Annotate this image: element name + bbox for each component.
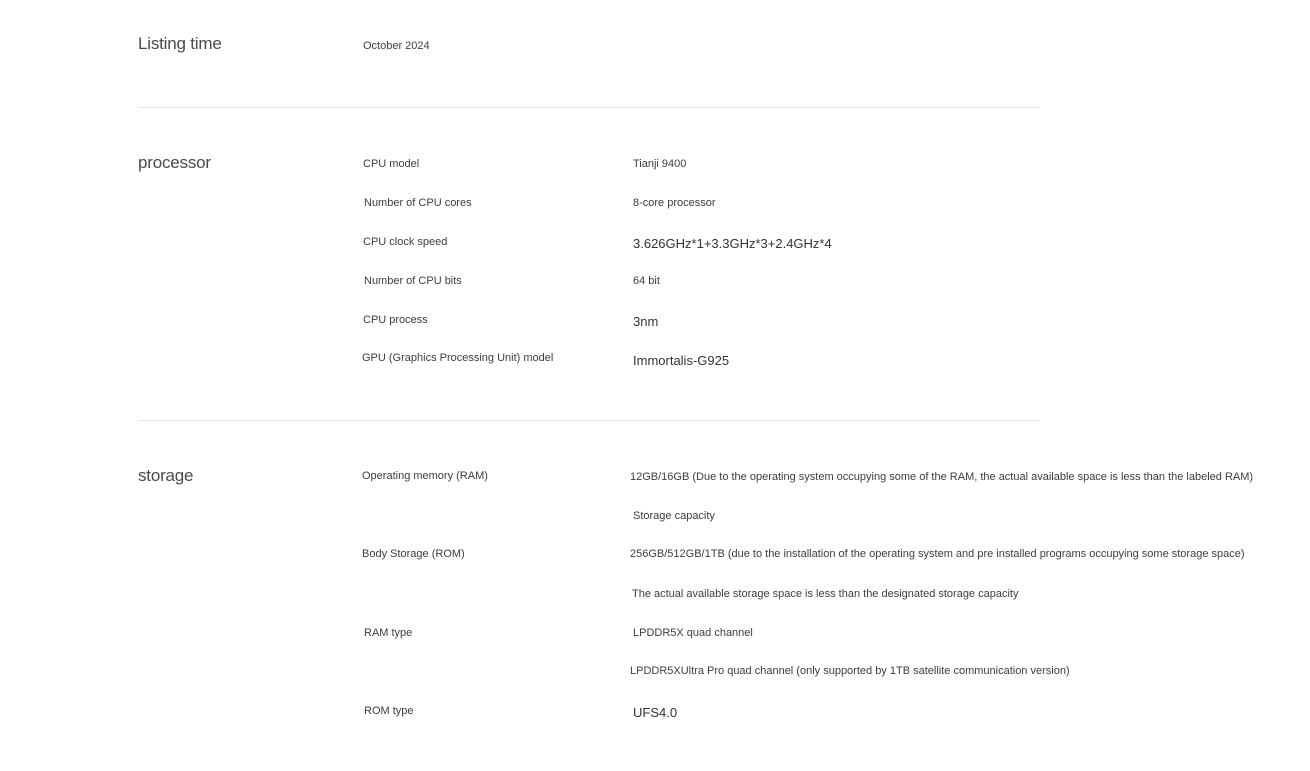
section-divider (138, 107, 1040, 108)
spec-value-ram-type-alt: LPDDR5XUltra Pro quad channel (only supported by 1TB satellite communication version) (630, 665, 1070, 677)
spec-value-cpu-cores: 8-core processor (633, 197, 716, 209)
spec-label-cpu-bits: Number of CPU bits (364, 275, 462, 287)
spec-label-ram: Operating memory (RAM) (362, 470, 488, 482)
spec-value-cpu-bits: 64 bit (633, 275, 660, 287)
section-title-processor: processor (138, 153, 211, 172)
spec-label-cpu-process: CPU process (363, 314, 428, 326)
spec-value-cpu-model: Tianji 9400 (633, 158, 687, 170)
section-divider (138, 420, 1040, 421)
spec-value-ram-type: LPDDR5X quad channel (633, 627, 753, 639)
spec-value-cpu-process: 3nm (633, 314, 659, 329)
section-title-storage: storage (138, 466, 194, 485)
spec-value-storage-capacity: Storage capacity (633, 510, 715, 522)
spec-label-rom: Body Storage (ROM) (362, 548, 465, 560)
spec-value-ram: 12GB/16GB (Due to the operating system occupying some of the RAM, the actual available space is less than the labeled RAM) (630, 471, 1254, 483)
spec-label-rom-type: ROM type (364, 705, 414, 717)
spec-label-cpu-clock: CPU clock speed (363, 236, 448, 248)
spec-value-rom-note: The actual available storage space is less than the designated storage capacity (632, 588, 1019, 600)
section-title-listing-time: Listing time (138, 34, 222, 53)
spec-label-gpu-model: GPU (Graphics Processing Unit) model (362, 352, 554, 364)
listing-time-value: October 2024 (363, 40, 430, 52)
spec-label-cpu-cores: Number of CPU cores (364, 197, 472, 209)
spec-label-ram-type: RAM type (364, 627, 413, 639)
spec-value-gpu-model: Immortalis-G925 (633, 353, 730, 368)
spec-value-rom-type: UFS4.0 (633, 705, 678, 720)
spec-label-cpu-model: CPU model (363, 158, 420, 170)
spec-value-cpu-clock: 3.626GHz*1+3.3GHz*3+2.4GHz*4 (633, 236, 832, 251)
spec-value-rom: 256GB/512GB/1TB (due to the installation of the operating system and pre installed programs occupying some storage space) (630, 548, 1245, 560)
